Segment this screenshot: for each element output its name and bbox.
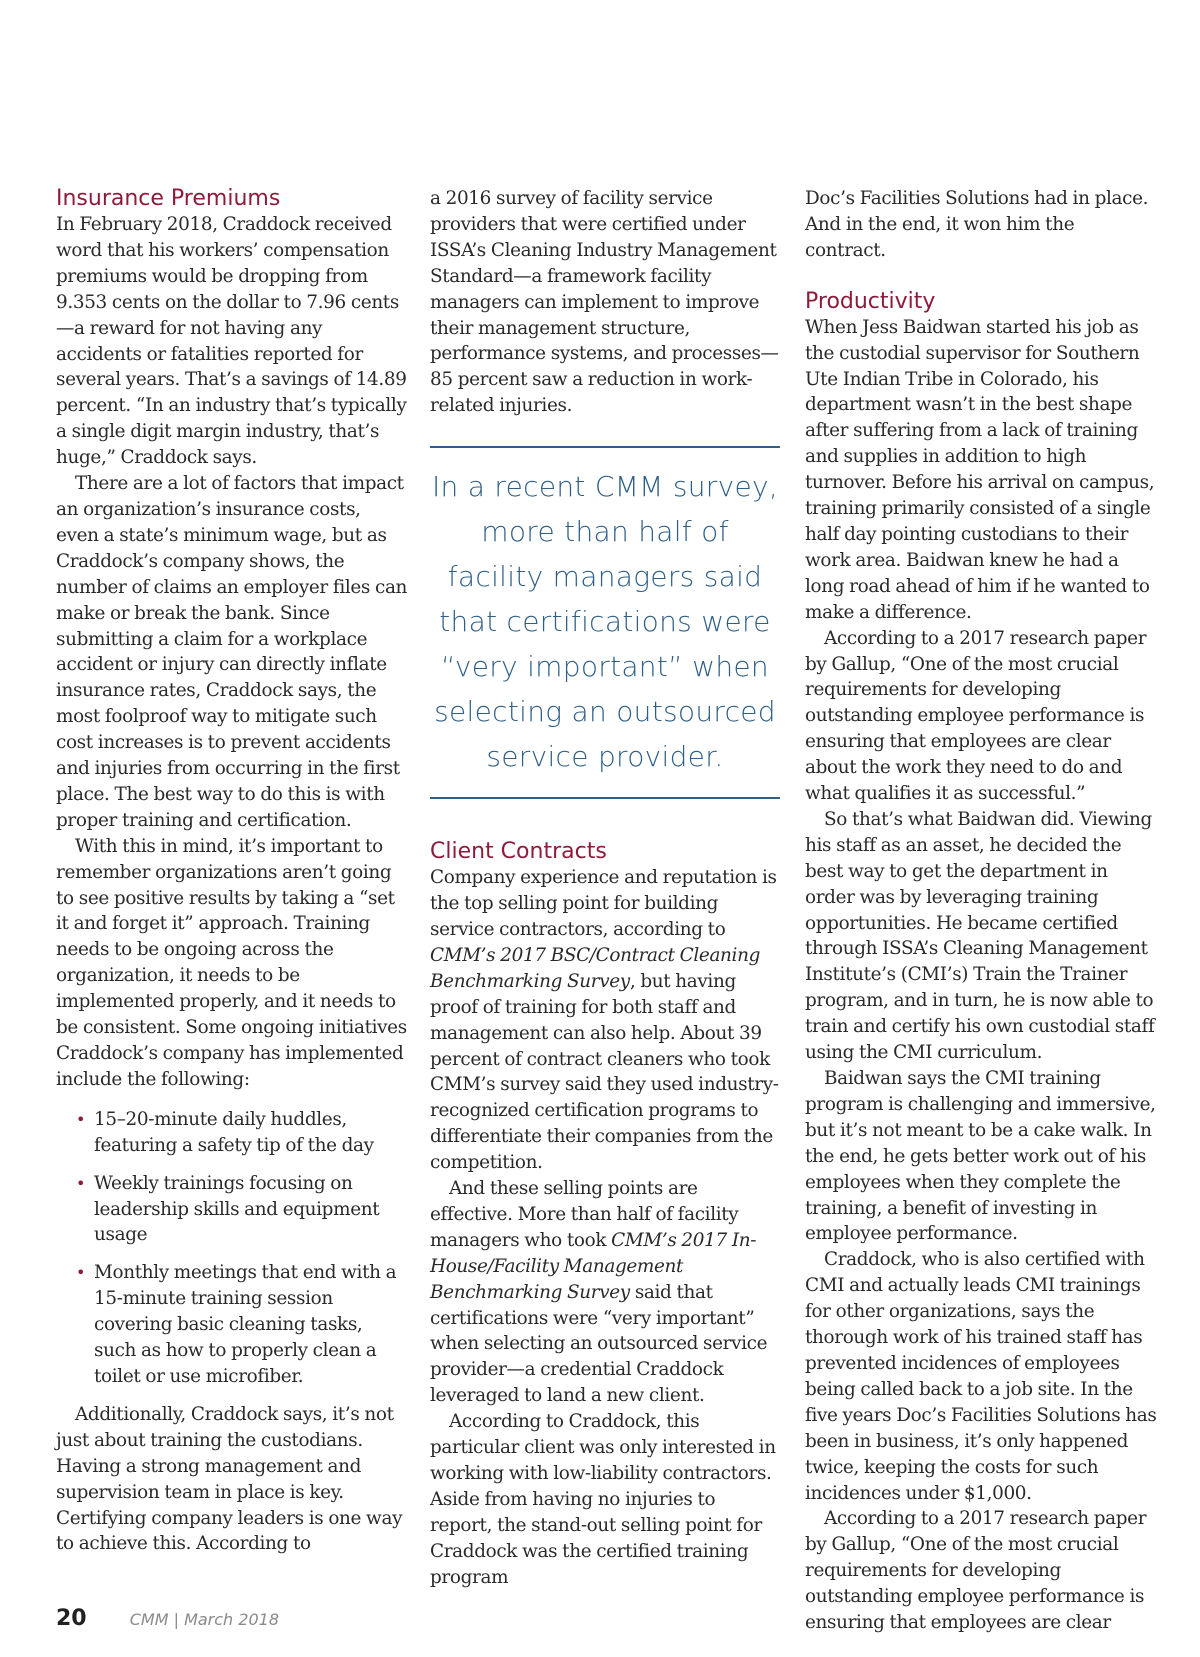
paragraph [430, 1176, 780, 1409]
paragraph: According to a 2017 research paper by Gallup, “One of the most crucial requirements for developing outstanding employee performance is ensuring that employees are clear about the work they need to do and what qualifies it as successful.” [805, 627, 1147, 805]
heading-client-contracts: Client Contracts [430, 839, 607, 865]
column-1 [56, 186, 408, 1557]
paragraph: Doc’s Facilities Solutions had in place. And in the end, it won him the contract. [805, 188, 1149, 261]
magazine-issue: CMM | March 2018 [129, 1610, 279, 1629]
text-run: And these selling points are effective. More than half of facility managers who took [430, 1178, 739, 1251]
pull-quote: In a recent CMM survey, more than half of facility managers said that certifications were “very important” when selecting an outsourced service provider. [430, 446, 780, 799]
paragraph: In February 2018, Craddock received word that his workers’ compensation premiums would be dropping from 9.353 cents on the dollar to 7.96 cents—a reward for not having any accidents or fatalities reported for several years. That’s a savings of 14.89 percent. “In an industry that’s typically a single digit margin industry, that’s huge,” Craddock says. [56, 214, 407, 469]
list-item-text: 15–20-minute daily huddles, featuring a safety tip of the day [94, 1108, 374, 1156]
initiatives-list [56, 1107, 408, 1390]
heading-insurance-premiums: Insurance Premiums [56, 186, 281, 211]
list-item [56, 1171, 408, 1249]
text-run: Company experience and reputation is the top selling point for building service contractors, according to [430, 867, 777, 940]
column-3 [805, 186, 1157, 1636]
list-item [56, 1107, 408, 1159]
paragraph: Craddock, who is also certified with CMI and actually leads CMI trainings for other organizations, says the thorough work of his trained staff has prevented incidences of employees being called back to a job site. In the five years Doc’s Facilities Solutions has been in business, it’s only happened twice, keeping the costs for such incidences under $1,000. [805, 1249, 1157, 1504]
list-item-text: Weekly trainings focusing on leadership skills and equipment usage [94, 1172, 380, 1246]
page-footer [56, 1606, 279, 1631]
bullet-icon: • [76, 1109, 86, 1129]
text-run: , but having proof of training for both staff and management can also help. About 39 percent of contract cleaners who took CMM’s survey said they used industry-recognized certification programs to differentiate their companies from the competition. [430, 970, 779, 1174]
paragraph: According to a 2017 research paper by Gallup, “One of the most crucial requirements for developing outstanding employee performance is ensuring that employees are clear [805, 1508, 1147, 1634]
bullet-icon: • [76, 1173, 86, 1193]
paragraph: Additionally, Craddock says, it’s not just about training the custodians. Having a strong management and supervision team in place is key. Certifying company leaders is one way to achieve this. According to [56, 1403, 403, 1555]
paragraph [430, 865, 780, 1176]
survey-title: CMM’s 2017 In-House/Facility Management Benchmarking Survey [430, 1229, 757, 1303]
text-run: said that certifications were “very important” when selecting an outsourced service provider—a credential Craddock leveraged to land a new client. [430, 1281, 768, 1407]
survey-title: CMM’s 2017 BSC/Contract Cleaning Benchmarking Survey [430, 944, 761, 992]
paragraph: Baidwan says the CMI training program is challenging and immersive, but it’s not meant to be a cake walk. In the end, he gets better work out of his employees when they complete the training, a benefit of investing in employee performance. [805, 1068, 1156, 1245]
heading-productivity: Productivity [805, 288, 936, 314]
page-number: 20 [56, 1606, 87, 1631]
list-item-text: Monthly meetings that end with a 15-minute training session covering basic cleaning tasks, such as how to properly clean a toilet or use microfiber. [94, 1262, 397, 1387]
paragraph: a 2016 survey of facility service providers that were certified under ISSA’s Cleaning Industry Management Standard—a framework facility managers can implement to improve their management structure, performance systems, and processes—85 percent saw a reduction in work-related injuries. [430, 188, 779, 417]
list-item [56, 1260, 408, 1390]
column-2 [430, 186, 780, 1591]
bullet-icon: • [76, 1263, 86, 1283]
paragraph: When Jess Baidwan started his job as the custodial supervisor for Southern Ute Indian Tribe in Colorado, his department wasn’t in the best shape after suffering from a lack of training and supplies in addition to high turnover. Before his arrival on campus, training primarily consisted of a single half day pointing custodians to their work area. Baidwan knew he had a long road ahead of him if he wanted to make a difference. [805, 316, 1155, 623]
paragraph: So that’s what Baidwan did. Viewing his staff as an asset, he decided the best way to get the department in order was by leveraging training opportunities. He became certified through ISSA’s Cleaning Management Institute’s (CMI’s) Train the Trainer program, and in turn, he is now able to train and certify his own custodial staff using the CMI curriculum. [805, 808, 1155, 1064]
paragraph: According to Craddock, this particular client was only interested in working with low-liability contractors. Aside from having no injuries to report, the stand-out selling point for Craddock was the certified training program [430, 1411, 776, 1588]
paragraph: There are a lot of factors that impact an organization’s insurance costs, even a state’s minimum wage, but as Craddock’s company shows, the number of claims an employer files can make or break the bank. Since submitting a claim for a workplace accident or injury can directly inflate insurance rates, Craddock says, the most foolproof way to mitigate such cost increases is to prevent accidents and injuries from occurring in the first place. The best way to do this is with proper training and certification. [56, 473, 408, 831]
paragraph: With this in mind, it’s important to remember organizations aren’t going to see positive results by taking a “set it and forget it” approach. Training needs to be ongoing across the organization, it needs to be implemented properly, and it needs to be consistent. Some ongoing initiatives Craddock’s company has implemented include the following: [56, 835, 407, 1090]
